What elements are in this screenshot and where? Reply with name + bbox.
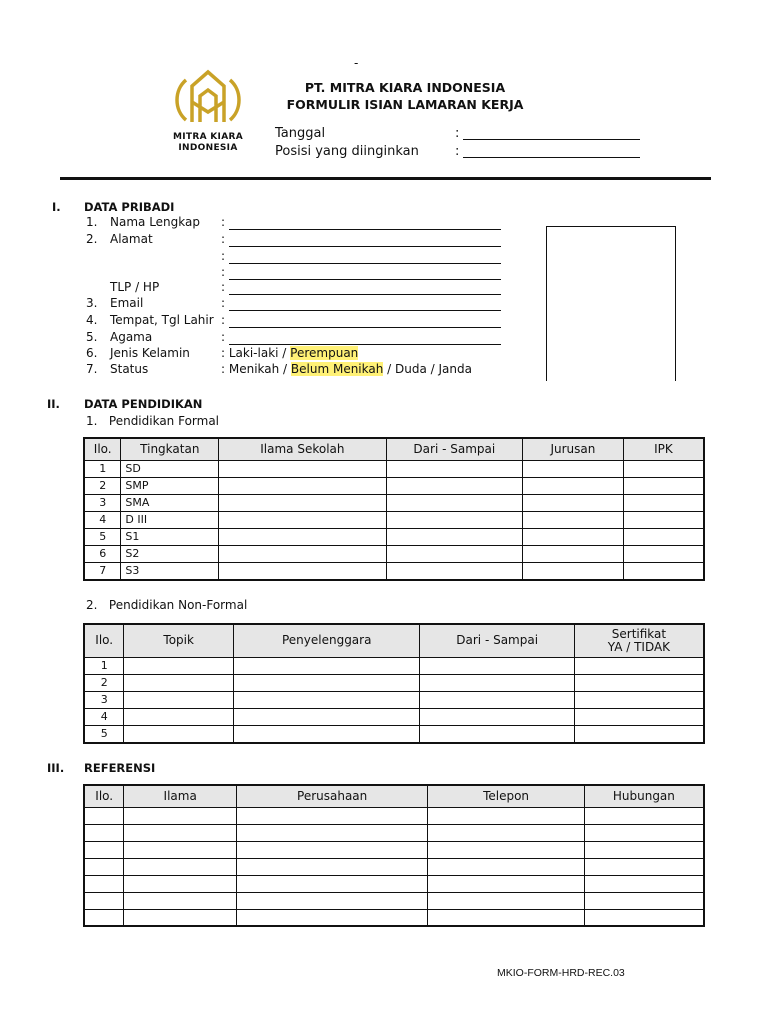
col-phone: Telepon — [428, 785, 584, 807]
date-field[interactable] — [463, 139, 640, 140]
table-cell[interactable] — [574, 708, 704, 725]
col-gpa: IPK — [623, 438, 704, 460]
personal-item-colon: : — [221, 313, 226, 327]
position-label: Posisi yang diinginkan — [275, 144, 419, 159]
col-period: Dari - Sampai — [386, 438, 523, 460]
table-row — [84, 562, 704, 580]
table-cell[interactable] — [623, 460, 704, 477]
personal-item-field[interactable] — [229, 327, 501, 328]
date-colon: : — [455, 126, 460, 141]
personal-item-label: Email — [110, 296, 144, 310]
table-cell[interactable] — [428, 807, 584, 824]
table-cell[interactable] — [386, 494, 523, 511]
table-cell[interactable] — [428, 892, 584, 909]
gender-number: 6. — [86, 346, 98, 360]
table-cell[interactable] — [623, 545, 704, 562]
table-cell[interactable] — [124, 725, 234, 743]
education-level: S1 — [121, 528, 219, 545]
position-colon: : — [455, 144, 460, 159]
table-cell[interactable] — [233, 674, 419, 691]
personal-item-field[interactable] — [229, 344, 501, 345]
personal-item-field[interactable] — [229, 263, 501, 264]
table-row — [84, 511, 704, 528]
row-number: 1 — [84, 460, 121, 477]
table-cell[interactable] — [428, 909, 584, 926]
table-cell[interactable] — [124, 909, 237, 926]
row-number: 3 — [84, 691, 124, 708]
row-number: 2 — [84, 477, 121, 494]
table-cell[interactable] — [84, 909, 124, 926]
section-3-title: REFERENSI — [84, 761, 156, 775]
table-cell[interactable] — [584, 875, 704, 892]
table-cell[interactable] — [386, 511, 523, 528]
personal-item-label: Agama — [110, 330, 153, 344]
row-number: 1 — [84, 657, 124, 674]
table-cell[interactable] — [574, 657, 704, 674]
form-title: FORMULIR ISIAN LAMARAN KERJA — [286, 97, 524, 112]
status-suffix: / Duda / Janda — [383, 362, 472, 376]
company-logo — [172, 66, 244, 128]
table-cell[interactable] — [236, 858, 427, 875]
education-level: D III — [121, 511, 219, 528]
table-cell[interactable] — [124, 674, 234, 691]
personal-item-colon: : — [221, 232, 226, 246]
table-cell[interactable] — [386, 562, 523, 580]
col-organizer: Penyelenggara — [233, 624, 419, 657]
personal-item-number: 5. — [86, 330, 98, 344]
table-cell[interactable] — [219, 545, 386, 562]
status-label: Status — [110, 362, 149, 376]
form-code: MKIO-FORM-HRD-REC.03 — [497, 967, 625, 979]
section-2-title: DATA PENDIDIKAN — [84, 397, 203, 411]
col-relationship: Hubungan — [584, 785, 704, 807]
table-row — [84, 674, 704, 691]
table-cell[interactable] — [584, 841, 704, 858]
table-cell[interactable] — [584, 909, 704, 926]
col-name: Ilama — [124, 785, 237, 807]
table-cell[interactable] — [219, 528, 386, 545]
table-cell[interactable] — [219, 477, 386, 494]
table-row — [84, 494, 704, 511]
table-cell[interactable] — [623, 494, 704, 511]
section-1-number: I. — [52, 200, 61, 214]
status-options[interactable] — [221, 362, 472, 376]
table-row — [84, 824, 704, 841]
personal-item-colon: : — [221, 265, 226, 279]
col-no: Ilo. — [84, 624, 124, 657]
table-cell[interactable] — [84, 807, 124, 824]
table-cell[interactable] — [233, 725, 419, 743]
date-label: Tanggal — [275, 126, 326, 141]
personal-item-number: 1. — [86, 215, 98, 229]
top-mark: - — [354, 56, 359, 70]
table-cell[interactable] — [236, 909, 427, 926]
section-2-number: II. — [47, 397, 60, 411]
col-school-name: Ilama Sekolah — [219, 438, 386, 460]
personal-item-colon: : — [221, 330, 226, 344]
personal-item-label: TLP / HP — [110, 280, 160, 294]
table-cell[interactable] — [584, 892, 704, 909]
table-cell[interactable] — [124, 892, 237, 909]
header-divider — [60, 177, 711, 180]
col-period: Dari - Sampai — [420, 624, 574, 657]
nonformal-education-label: 2. Pendidikan Non-Formal — [86, 598, 248, 612]
personal-item-label: Tempat, Tgl Lahir — [110, 313, 214, 327]
personal-item-label: Alamat — [110, 232, 153, 246]
col-company: Perusahaan — [236, 785, 427, 807]
nonformal-education-table — [83, 623, 705, 744]
table-cell[interactable] — [386, 528, 523, 545]
table-cell[interactable] — [84, 892, 124, 909]
gender-selected[interactable]: Perempuan — [290, 346, 359, 360]
table-row — [84, 725, 704, 743]
table-cell[interactable] — [523, 545, 624, 562]
status-prefix: : Menikah / — [221, 362, 291, 376]
education-level: S3 — [121, 562, 219, 580]
table-cell[interactable] — [523, 477, 624, 494]
table-cell[interactable] — [219, 460, 386, 477]
table-cell[interactable] — [124, 691, 234, 708]
table-cell[interactable] — [124, 657, 234, 674]
gender-label: Jenis Kelamin — [110, 346, 190, 360]
table-cell[interactable] — [219, 494, 386, 511]
table-cell[interactable] — [236, 841, 427, 858]
logo-line-2: INDONESIA — [178, 143, 238, 153]
table-cell[interactable] — [84, 841, 124, 858]
col-no: Ilo. — [84, 438, 121, 460]
gender-options[interactable] — [221, 346, 358, 360]
table-cell[interactable] — [574, 674, 704, 691]
table-cell[interactable] — [124, 875, 237, 892]
table-row — [84, 807, 704, 824]
table-cell[interactable] — [386, 460, 523, 477]
table-cell[interactable] — [584, 824, 704, 841]
personal-item-number: 2. — [86, 232, 98, 246]
col-topic: Topik — [124, 624, 234, 657]
table-cell[interactable] — [428, 858, 584, 875]
personal-item-label: Nama Lengkap — [110, 215, 200, 229]
row-number: 4 — [84, 708, 124, 725]
education-level: SMA — [121, 494, 219, 511]
education-level: S2 — [121, 545, 219, 562]
section-1-title: DATA PRIBADI — [84, 200, 175, 214]
personal-item-field[interactable] — [229, 294, 501, 295]
table-cell[interactable] — [428, 841, 584, 858]
table-cell[interactable] — [124, 841, 237, 858]
table-cell[interactable] — [428, 824, 584, 841]
education-level: SMP — [121, 477, 219, 494]
table-row — [84, 657, 704, 674]
table-row — [84, 545, 704, 562]
table-cell[interactable] — [124, 858, 237, 875]
table-row — [84, 892, 704, 909]
table-cell[interactable] — [236, 807, 427, 824]
table-cell[interactable] — [236, 824, 427, 841]
status-number: 7. — [86, 362, 98, 376]
personal-item-field[interactable] — [229, 310, 501, 311]
table-cell[interactable] — [124, 807, 237, 824]
table-cell[interactable] — [420, 708, 574, 725]
position-field[interactable] — [463, 157, 640, 158]
table-cell[interactable] — [523, 528, 624, 545]
table-cell[interactable] — [523, 494, 624, 511]
table-row — [84, 841, 704, 858]
table-cell[interactable] — [574, 691, 704, 708]
col-no: Ilo. — [84, 785, 124, 807]
table-cell[interactable] — [523, 460, 624, 477]
table-cell[interactable] — [584, 858, 704, 875]
photo-box[interactable] — [546, 226, 676, 381]
personal-item-number: 3. — [86, 296, 98, 310]
table-cell[interactable] — [233, 708, 419, 725]
col-level: Tingkatan — [121, 438, 219, 460]
table-cell[interactable] — [623, 477, 704, 494]
row-number: 5 — [84, 725, 124, 743]
row-number: 3 — [84, 494, 121, 511]
table-cell[interactable] — [84, 875, 124, 892]
col-major: Jurusan — [523, 438, 624, 460]
table-cell[interactable] — [386, 477, 523, 494]
table-cell[interactable] — [523, 511, 624, 528]
table-cell[interactable] — [84, 858, 124, 875]
table-cell[interactable] — [523, 562, 624, 580]
table-cell[interactable] — [420, 691, 574, 708]
personal-item-colon: : — [221, 249, 226, 263]
table-row — [84, 858, 704, 875]
table-cell[interactable] — [233, 691, 419, 708]
personal-item-number: 4. — [86, 313, 98, 327]
table-row — [84, 875, 704, 892]
row-number: 5 — [84, 528, 121, 545]
table-cell[interactable] — [623, 562, 704, 580]
table-cell[interactable] — [233, 657, 419, 674]
personal-item-colon: : — [221, 280, 226, 294]
table-cell[interactable] — [386, 545, 523, 562]
table-row — [84, 477, 704, 494]
table-row — [84, 691, 704, 708]
table-cell[interactable] — [219, 511, 386, 528]
personal-item-field[interactable] — [229, 279, 501, 280]
personal-item-field[interactable] — [229, 246, 501, 247]
table-row — [84, 708, 704, 725]
table-cell[interactable] — [420, 674, 574, 691]
company-name: PT. MITRA KIARA INDONESIA — [304, 80, 506, 95]
row-number: 6 — [84, 545, 121, 562]
table-cell[interactable] — [124, 824, 237, 841]
table-cell[interactable] — [623, 511, 704, 528]
personal-item-field[interactable] — [229, 229, 501, 230]
section-3-number: III. — [47, 761, 65, 775]
table-cell[interactable] — [428, 875, 584, 892]
personal-item-colon: : — [221, 215, 226, 229]
formal-education-label: 1. Pendidikan Formal — [86, 414, 220, 428]
row-number: 2 — [84, 674, 124, 691]
table-cell[interactable] — [420, 657, 574, 674]
table-cell[interactable] — [236, 875, 427, 892]
education-level: SD — [121, 460, 219, 477]
table-row — [84, 528, 704, 545]
col-certificate — [574, 624, 704, 657]
table-cell[interactable] — [124, 708, 234, 725]
gender-prefix: : Laki-laki / — [221, 346, 291, 360]
row-number: 7 — [84, 562, 121, 580]
table-cell[interactable] — [574, 725, 704, 743]
logo-text — [160, 132, 256, 154]
table-row — [84, 909, 704, 926]
reference-table — [83, 784, 705, 927]
row-number: 4 — [84, 511, 121, 528]
table-cell[interactable] — [236, 892, 427, 909]
table-cell[interactable] — [219, 562, 386, 580]
status-selected[interactable]: Belum Menikah — [290, 362, 384, 376]
table-row — [84, 460, 704, 477]
personal-item-colon: : — [221, 296, 226, 310]
table-cell[interactable] — [84, 824, 124, 841]
table-cell[interactable] — [584, 807, 704, 824]
certificate-options: YA / TIDAK — [607, 639, 671, 654]
table-cell[interactable] — [623, 528, 704, 545]
logo-line-1: MITRA KIARA — [173, 132, 243, 142]
formal-education-table — [83, 437, 705, 581]
table-cell[interactable] — [420, 725, 574, 743]
certificate-header: Sertifikat — [611, 626, 667, 641]
